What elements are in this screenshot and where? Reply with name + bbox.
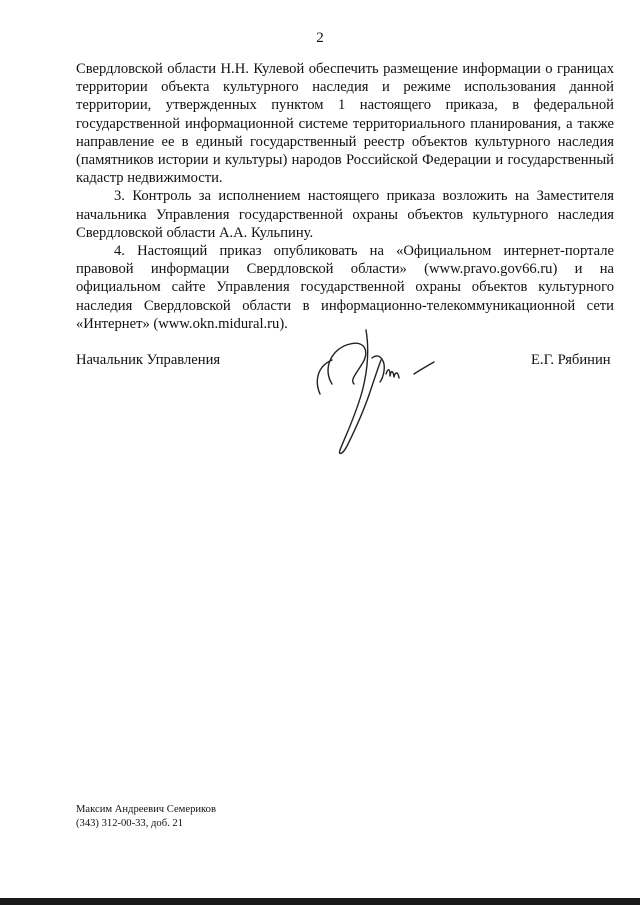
document-body [76,60,614,333]
paragraph-continuation: Свердловской области Н.Н. Кулевой обеспечить размещение информации о границах территории объекта культурного наследия и режиме использования данной территории, утвержденных пунктом 1 настоящего приказа, в федеральной государственной информационной системе территориального планирования, а также направление ее в единый государственный реестр объектов культурного наследия (памятников истории и культуры) народов Российской Федерации и государственный кадастр недвижимости. [76,61,614,187]
signatory-name: Е.Г. Рябинин [531,352,611,368]
contact-block [76,803,216,830]
paragraph-4: 4. Настоящий приказ опубликовать на «Официальном интернет-портале правовой информации Свердловской области» (www.pravo.gov66.ru) и на официальном сайте Управления государственной охраны объектов культурного наследия Свердловской области в информационно-телекоммуникационной сети «Интернет» (www.okn.midural.ru). [76,243,614,332]
signatory-title: Начальник Управления [76,352,221,368]
contact-phone: (343) 312-00-33, доб. 21 [76,817,183,829]
page-bottom-edge [0,898,640,905]
page-number: 2 [316,30,324,46]
paragraph-3: 3. Контроль за исполнением настоящего приказа возложить на Заместителя начальника Управления государственной охраны объектов культурного наследия Свердловской области А.А. Кульпину. [76,188,614,241]
contact-name: Максим Андреевич Семериков [76,804,216,815]
handwritten-signature [310,322,455,467]
